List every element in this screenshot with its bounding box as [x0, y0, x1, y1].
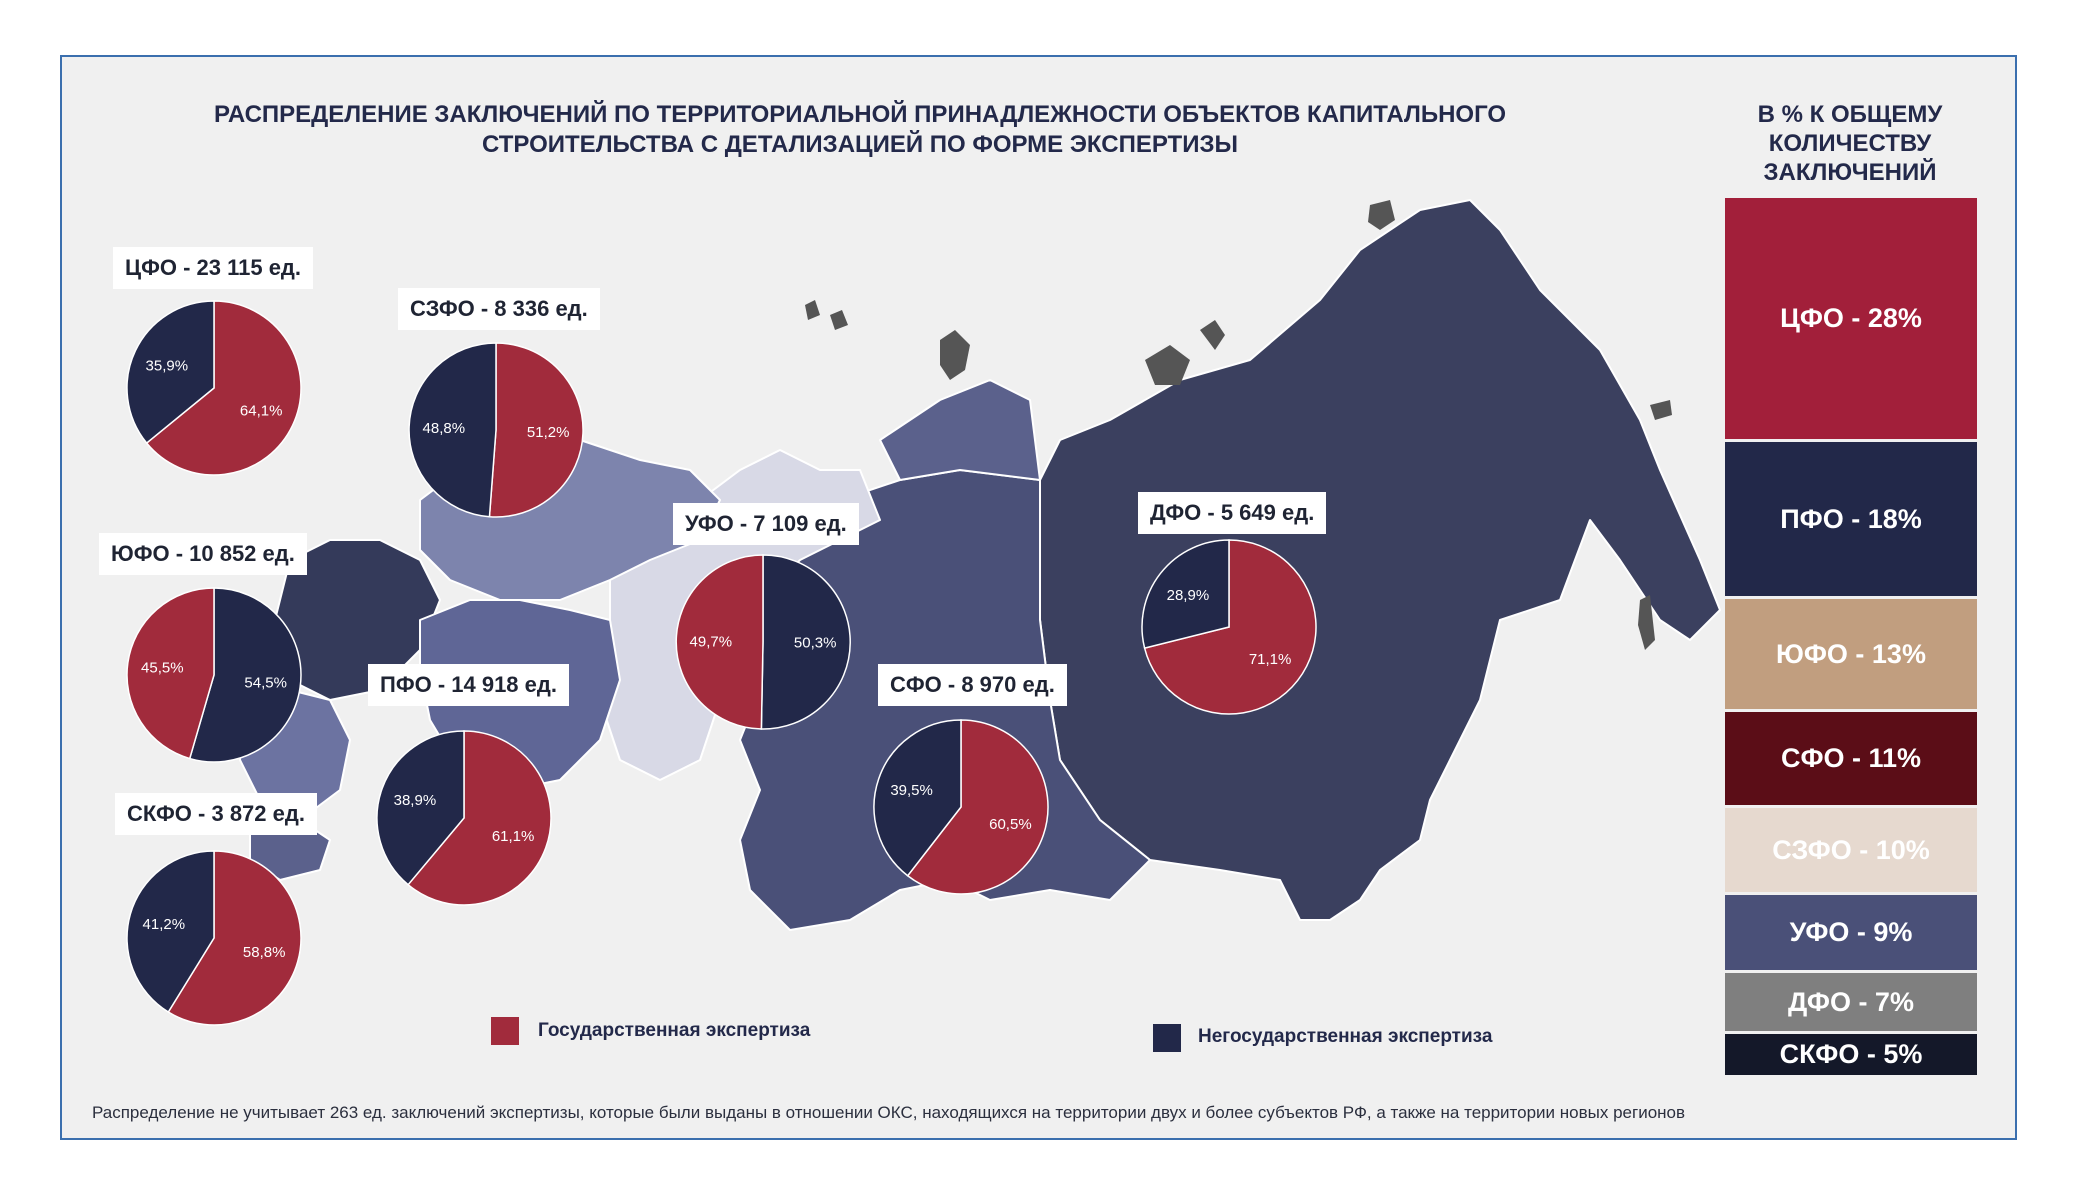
pie-chart: [874, 720, 1048, 894]
pie-chart: [377, 731, 551, 905]
pie-slice-label: 45,5%: [141, 659, 184, 677]
footnote: Распределение не учитывает 263 ед. заключений экспертизы, которые были выданы в отношении ОКС, находящихся на территории двух и более субъектов РФ, а также на территории новых регионов: [92, 1103, 1686, 1122]
pie-slice-label: 51,2%: [526, 424, 570, 441]
pie-label-yufo: ЮФО - 10 852 ед.: [99, 533, 307, 575]
pie-label-cfo: ЦФО - 23 115 ед.: [113, 247, 313, 289]
share-bar-segment: ДФО - 7%: [1725, 973, 1977, 1031]
share-bar-segment: УФО - 9%: [1725, 895, 1977, 970]
legend-swatch-nonstate: [1153, 1024, 1181, 1052]
pie-label-dfo: ДФО - 5 649 ед.: [1138, 492, 1326, 534]
share-bar-segment: ЮФО - 13%: [1725, 599, 1977, 709]
share-bar-segment: ЦФО - 28%: [1725, 198, 1977, 439]
pie-chart: [1142, 540, 1316, 714]
pie-slice-label: 60,5%: [989, 815, 1032, 833]
pie-label-skfo: СКФО - 3 872 ед.: [115, 793, 317, 835]
pie-slice-label: 61,1%: [491, 827, 535, 845]
legend-label-state: Государственная экспертиза: [538, 1020, 811, 1041]
pie-slice-label: 54,5%: [244, 674, 287, 692]
pie-chart: [127, 851, 301, 1025]
pie-slice-label: 41,2%: [142, 915, 186, 933]
pie-slice-label: 35,9%: [145, 357, 189, 375]
pie-chart: [127, 588, 301, 762]
pie-label-pfo: ПФО - 14 918 ед.: [368, 664, 569, 706]
pie-slice-label: 71,1%: [1248, 651, 1292, 669]
share-header: В % К ОБЩЕМУ КОЛИЧЕСТВУ ЗАКЛЮЧЕНИЙ: [1757, 101, 1943, 186]
share-bar-segment: ПФО - 18%: [1725, 442, 1977, 596]
pie-slice-label: 58,8%: [242, 944, 286, 962]
pie-slice-label: 39,5%: [890, 782, 933, 800]
share-bar-segment: СЗФО - 10%: [1725, 808, 1977, 892]
pie-chart: [676, 555, 850, 729]
title-line-2: СТРОИТЕЛЬСТВА С ДЕТАЛИЗАЦИЕЙ ПО ФОРМЕ ЭКСПЕРТИЗЫ: [482, 131, 1238, 158]
pie-slice-label: 64,1%: [239, 402, 283, 420]
pie-slice-label: 38,9%: [393, 792, 437, 810]
pie-slice-label: 49,7%: [689, 633, 733, 651]
pie-label-szfo: СЗФО - 8 336 ед.: [398, 288, 600, 330]
pie-chart: [127, 301, 301, 475]
pie-slice-label: 28,9%: [1166, 586, 1210, 604]
pie-chart: [409, 343, 583, 517]
pie-slice-label: 48,8%: [422, 420, 466, 437]
pie-label-sfo: СФО - 8 970 ед.: [878, 664, 1067, 706]
legend-swatch-state: [491, 1017, 519, 1045]
title-line-1: РАСПРЕДЕЛЕНИЕ ЗАКЛЮЧЕНИЙ ПО ТЕРРИТОРИАЛЬНОЙ ПРИНАДЛЕЖНОСТИ ОБЪЕКТОВ КАПИТАЛЬНОГО: [213, 101, 1507, 128]
pie-slice-label: 50,3%: [793, 634, 837, 652]
legend-label-nonstate: Негосударственная экспертиза: [1198, 1026, 1493, 1047]
pie-label-ufo: УФО - 7 109 ед.: [673, 503, 859, 545]
share-bar-segment: СКФО - 5%: [1725, 1034, 1977, 1075]
share-bar-segment: СФО - 11%: [1725, 712, 1977, 805]
